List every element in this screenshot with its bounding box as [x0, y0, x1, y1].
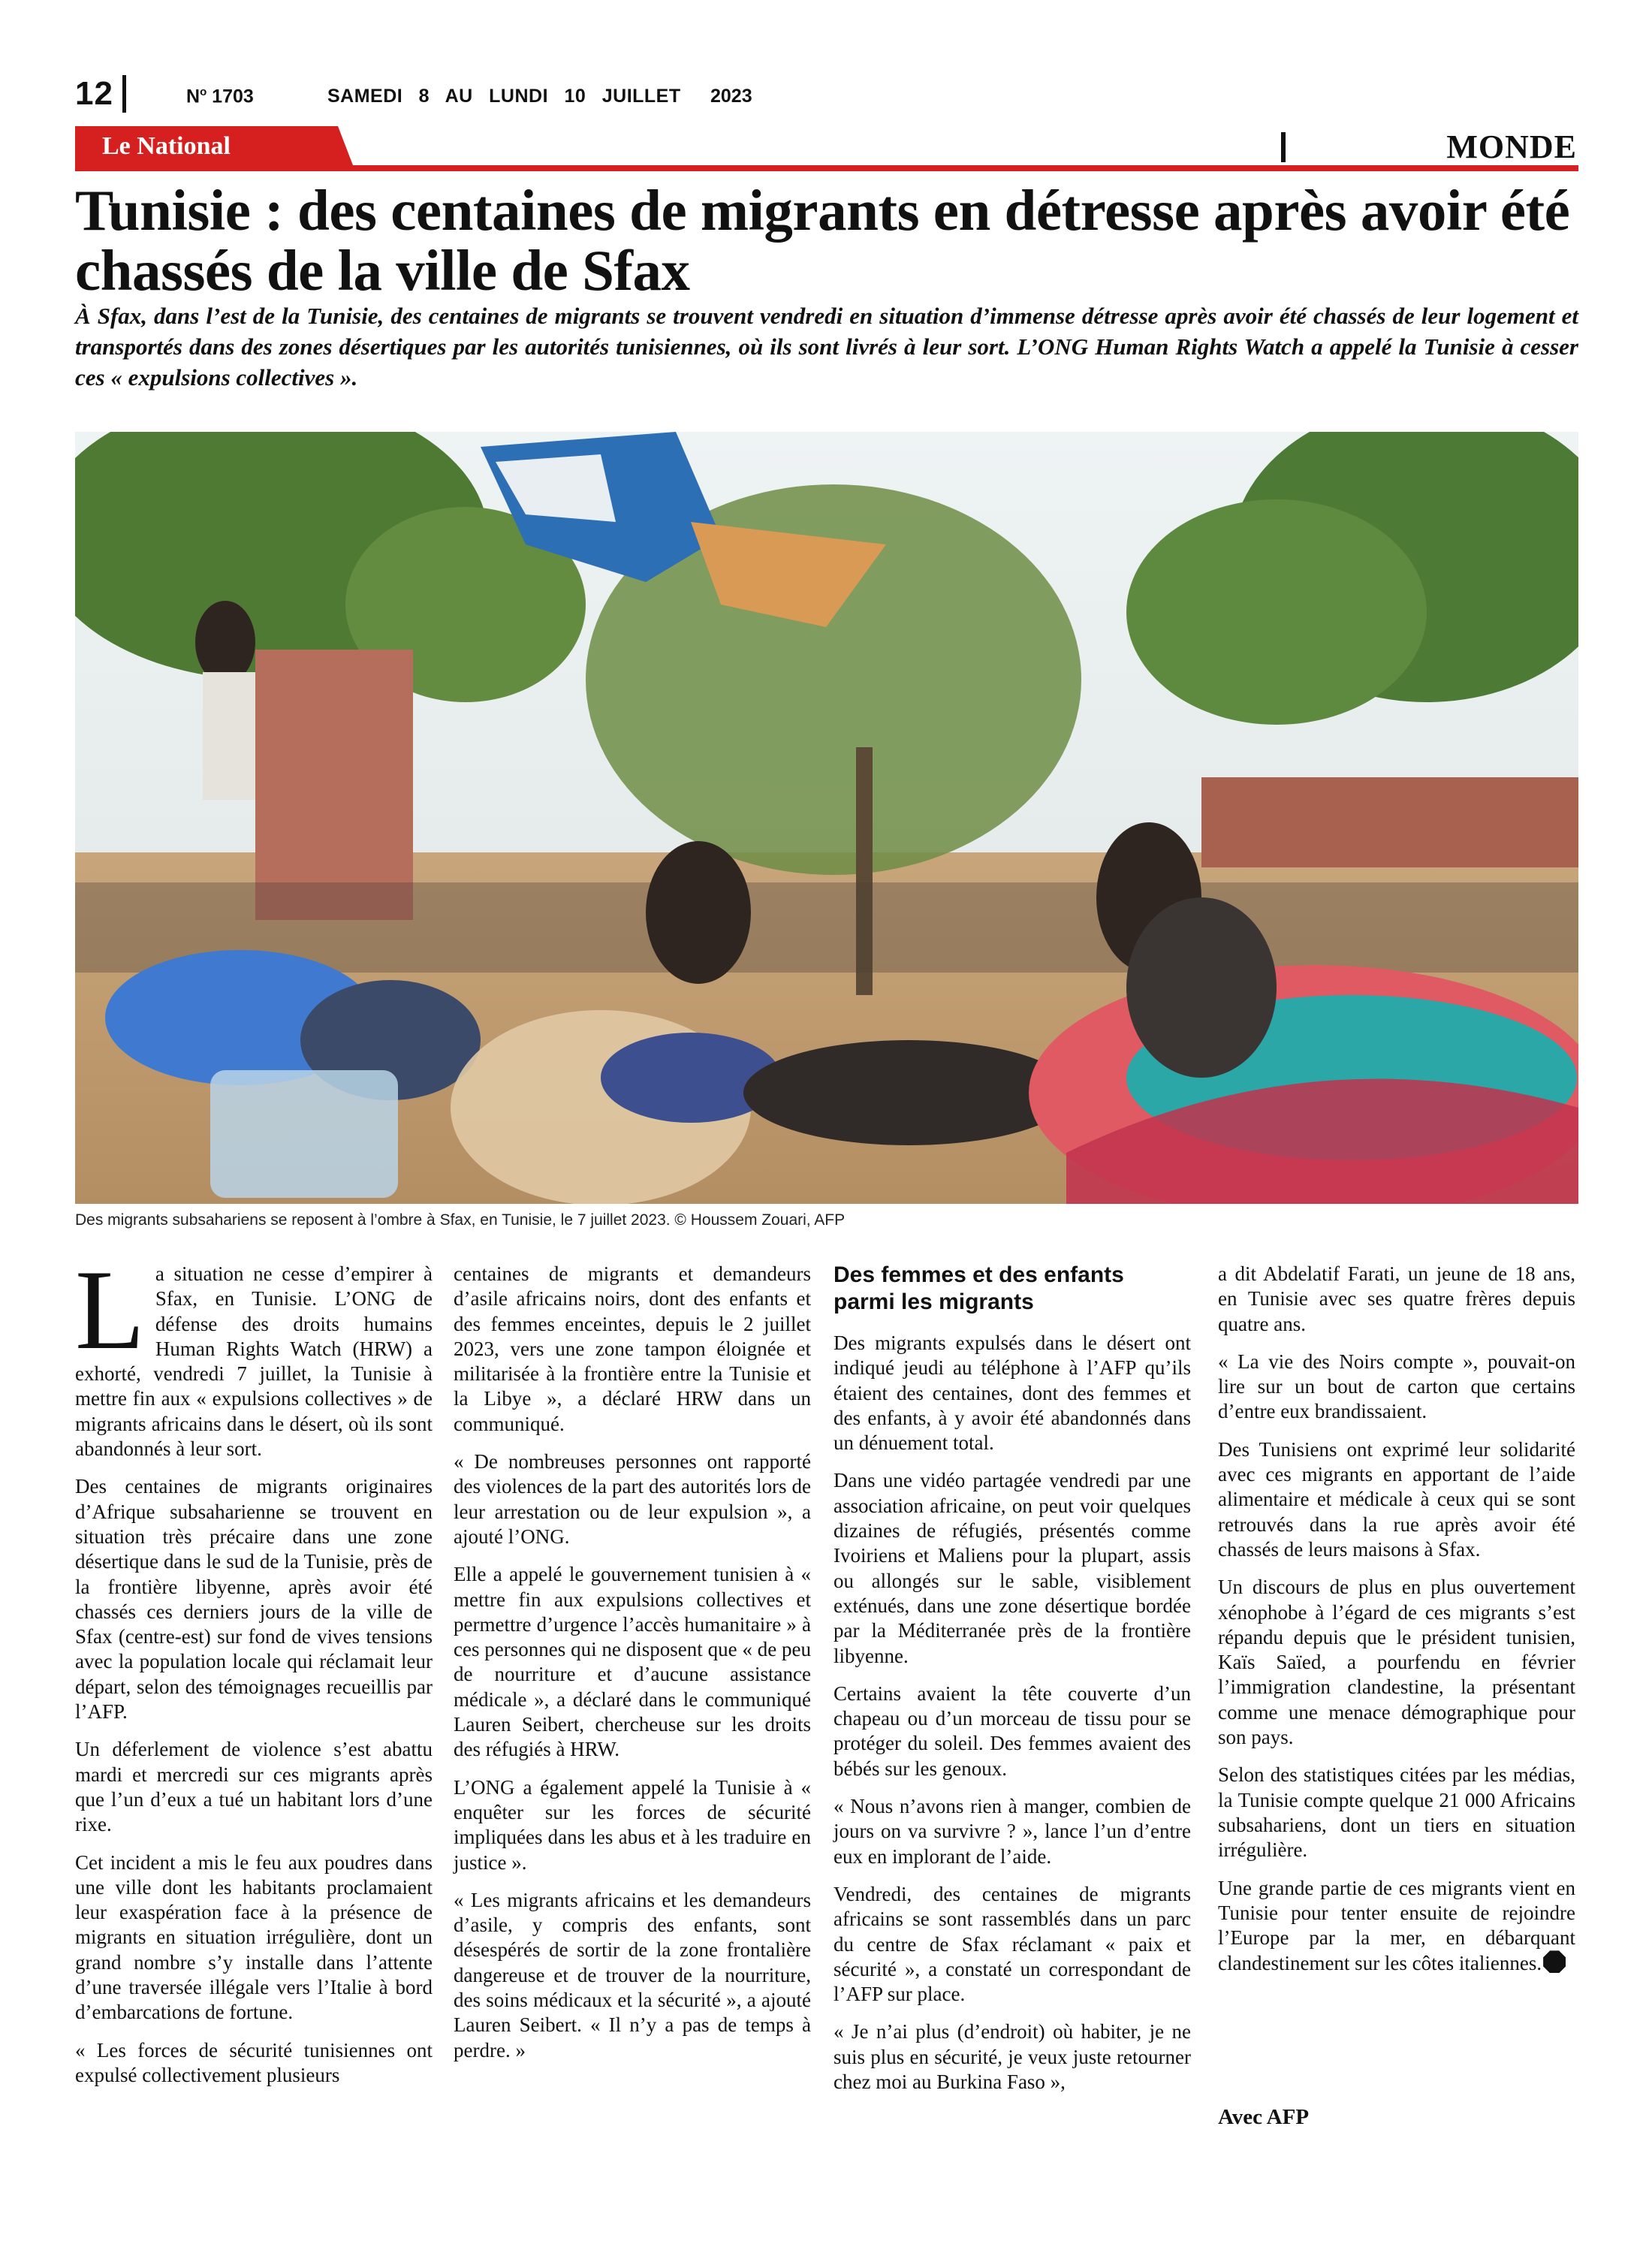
paragraph	[1218, 1876, 1575, 1977]
paragraph: centaines de migrants et demandeurs d’asile africains noirs, dont des enfants et des femmes enceintes, depuis le 2 juillet 2023, vers une zone tampon éloignée et militarisée à la frontière entre la Tunisie et la Libye », a déclaré HRW dans un communiqué.	[454, 1262, 811, 1435]
end-mark-icon	[1543, 1950, 1566, 1973]
issue-prefix: N	[186, 86, 200, 107]
photo-caption: Des migrants subsahariens se reposent à l’ombre à Sfax, en Tunisie, le 7 juillet 2023. © Houssem Zouari, AFP	[75, 1211, 846, 1229]
paragraph: Un déferlement de violence s’est abattu mardi et mercredi sur ces migrants après que l’un d’eux a tué un habitant lors d’une rixe.	[75, 1738, 433, 1836]
photo-illustration	[75, 432, 1578, 1204]
section-name: MONDE	[1446, 128, 1577, 165]
section-bar	[75, 126, 1578, 173]
paragraph: Des Tunisiens ont exprimé leur solidarité avec ces migrants en apportant de l’aide alimentaire et médicale à ceux qui se sont retrouvés dans la rue après avoir été chassés de leurs maisons à Sfax.	[1218, 1437, 1575, 1561]
drop-cap: L	[75, 1247, 145, 1373]
paragraph-text: a situation ne cesse d’empirer à Sfax, en Tunisie. L’ONG de défense des droits humains Human Rights Watch (HRW) a exhorté, vendredi 7 juillet, la Tunisie à mettre fin aux « expulsions collectives » de migrants africains dans le désert, où ils sont abandonnés à leur sort.	[75, 1262, 433, 1461]
paragraph: Selon des statistiques citées par les médias, la Tunisie compte quelque 21 000 Africains subsahariens, dont un tiers en situation irrégulière.	[1218, 1763, 1575, 1862]
issue-sup: o	[200, 86, 207, 98]
issue-value: 1703	[206, 86, 254, 107]
paragraph: « La vie des Noirs compte », pouvait-on lire sur un bout de carton que certains d’entre eux brandissaient.	[1218, 1350, 1575, 1423]
page-folio	[75, 74, 126, 114]
year: 2023	[710, 86, 752, 107]
article-column-4	[1218, 1262, 1575, 1989]
subheading: Des femmes et des enfants parmi les migrants	[834, 1262, 1124, 1314]
paragraph: Dans une vidéo partagée vendredi par une association africaine, on peut voir quelques dizaines de réfugiés, présentés comme Ivoiriens et Maliens pour la plupart, assis ou allongés sur le sable, visiblement exténués, dans une zone désertique bordée par la Méditerranée près de la frontière libyenne.	[834, 1469, 1191, 1667]
paragraph: Des migrants expulsés dans le désert ont indiqué jeudi au téléphone à l’AFP qu’ils étaient des centaines, dont des femmes et des enfants, à y avoir été abandonnés dans un dénuement total.	[834, 1332, 1191, 1455]
page-number: 12	[75, 75, 113, 112]
lede: À Sfax, dans l’est de la Tunisie, des centaines de migrants se trouvent vendredi en situation d’immense détresse après avoir été chassés de leur logement et transportés dans des zones désertiques par les autorités tunisiennes, où ils sont livrés à leur sort. L’ONG Human Rights Watch a appelé la Tunisie à cesser ces « expulsions collectives ».	[75, 303, 1578, 391]
paragraph: « De nombreuses personnes ont rapporté des violences de la part des autorités lors de leur arrestation ou de leur expulsion », a ajouté l’ONG.	[454, 1450, 811, 1548]
issue-number	[186, 86, 254, 107]
paragraph: « Les migrants africains et les demandeurs d’asile, y compris des enfants, sont désespérés de sortir de la zone frontalière dangereuse et de trouver de la nourriture, des soins médicaux et la sécurité », a ajouté Lauren Seibert. « Il n’y a pas de temps à perdre. »	[454, 1888, 811, 2061]
section-divider	[1281, 132, 1286, 162]
article-column-3	[834, 1262, 1191, 2107]
paragraph	[75, 1247, 433, 1461]
paragraph: « Je n’ai plus (d’endroit) où habiter, je ne suis plus en sécurité, je veux juste retourner chez moi au Burkina Faso »,	[834, 2020, 1191, 2094]
section-rule	[75, 165, 1578, 171]
paragraph: L’ONG a également appelé la Tunisie à « enquêter sur les forces de sécurité impliquées dans les abus et à les traduire en justice ».	[454, 1775, 811, 1874]
paragraph: Vendredi, des centaines de migrants africains se sont rassemblés dans un parc du centre de Sfax réclamant « paix et sécurité », a constaté un correspondant de l’AFP sur place.	[834, 1882, 1191, 2006]
paragraph: « Nous n’avons rien à manger, combien de jours on va survivre ? », lance l’un d’entre eux en implorant de l’aide.	[834, 1795, 1191, 1868]
dateline: SAMEDI 8 AU LUNDI 10 JUILLET	[327, 86, 681, 107]
source-credit: Avec AFP	[1218, 2105, 1310, 2129]
paragraph: Certains avaient la tête couverte d’un chapeau ou d’un morceau de tissu pour se protéger du soleil. Des femmes avaient des bébés sur les genoux.	[834, 1681, 1191, 1780]
article-column-2	[454, 1262, 811, 2076]
paragraph: Des centaines de migrants originaires d’Afrique subsaharienne se trouvent en situation très précaire dans une zone désertique dans le sud de la Tunisie, près de la frontière libyenne, après avoir été chassés ces derniers jours de la ville de Sfax (centre-est) sur fond de vives tensions avec la population locale qui réclamait leur départ, selon des témoignages recueillis par l’AFP.	[75, 1475, 433, 1724]
paragraph: a dit Abdelatif Farati, un jeune de 18 ans, en Tunisie avec ses quatre frères depuis quatre ans.	[1218, 1262, 1575, 1335]
paragraph: « Les forces de sécurité tunisiennes ont expulsé collectivement plusieurs	[75, 2038, 433, 2086]
headline: Tunisie : des centaines de migrants en détresse après avoir été chassés de la ville de Sfax	[75, 178, 1570, 303]
article-photo	[75, 432, 1578, 1204]
rubric-label: Le National	[102, 132, 231, 160]
paragraph-text: Une grande partie de ces migrants vient en Tunisie pour tenter ensuite de rejoindre l’Europe par la mer, en débarquant clandestinement sur les côtes italiennes.	[1218, 1876, 1575, 1975]
paragraph: Cet incident a mis le feu aux poudres dans une ville dont les habitants proclamaient leur exaspération face à la présence de migrants en situation irrégulière, dont un grand nombre s’y installe dans l’attente d’une traversée illégale vers l’Italie à bord d’embarcations de fortune.	[75, 1850, 433, 2024]
article-column-1	[75, 1247, 433, 2101]
folio-divider	[122, 75, 126, 113]
paragraph: Elle a appelé le gouvernement tunisien à « mettre fin aux expulsions collectives et permettre d’urgence l’accès humanitaire » à ces personnes qui ne disposent que « de peu de nourriture et d’aucune assistance médicale », a déclaré dans le communiqué Lauren Seibert, chercheuse sur les droits des réfugiés à HRW.	[454, 1563, 811, 1761]
paragraph: Un discours de plus en plus ouvertement xénophobe à l’égard de ces migrants s’est répandu depuis que le président tunisien, Kaïs Saïed, a pourfendu en février l’immigration clandestine, la présentant comme une menace démographique pour son pays.	[1218, 1576, 1575, 1749]
